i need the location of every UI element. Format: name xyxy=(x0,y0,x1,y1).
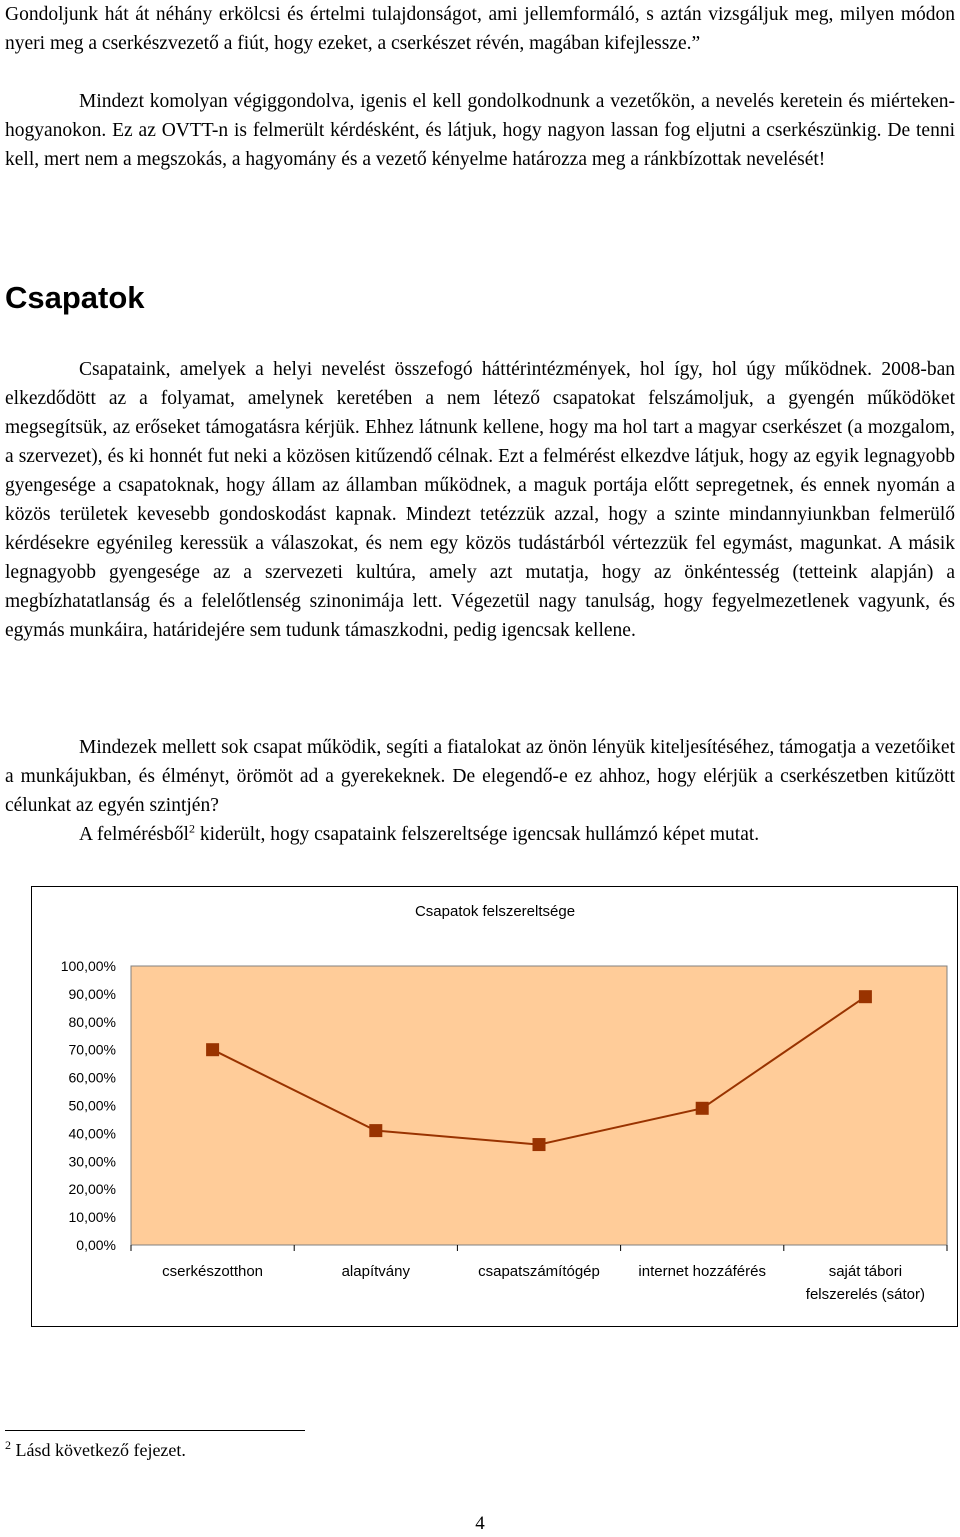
y-tick-label: 70,00% xyxy=(68,1041,116,1058)
section-paragraph-3 xyxy=(5,820,955,849)
y-tick-label: 90,00% xyxy=(68,985,116,1002)
section-paragraph-2: Mindezek mellett sok csapat működik, segíti a fiatalokat az önön lényük kiteljesítéséhez, támogatja a vezetőiket a munkájukban, és élményt, örömöt ad a gyerekeknek. De elegendő-e ez ahhoz, hogy elérjük a cserkészetben kitűzött célunkat az egyén szintjén? xyxy=(5,737,955,816)
y-tick-label: 10,00% xyxy=(68,1209,116,1226)
data-point-marker xyxy=(369,1124,382,1137)
section-heading: Csapatok xyxy=(5,280,145,315)
x-category-label: internet hozzáférés xyxy=(638,1263,766,1280)
x-category-label: saját tábori xyxy=(828,1263,903,1280)
intro-paragraph-2: Mindezt komolyan végiggondolva, igenis el kell gondolkodnunk a vezetőkön, a nevelés keretein és miérteken-hogyanokon. Ez az OVTT-n is felmerült kérdésként, és látjuk, hogy nagyon lassan fog eljutni a cserkészünkig. De tenni kell, mert nem a megszokás, a hagyomány és a vezető kényelme határozza meg a ránkbízottak nevelését! xyxy=(5,91,955,170)
chart-title: Csapatok felszereltsége xyxy=(414,903,576,920)
x-category-label: felszerelés (sátor) xyxy=(805,1286,926,1303)
page-number: 4 xyxy=(475,1513,485,1534)
y-tick-label: 30,00% xyxy=(68,1153,116,1170)
x-category-label: cserkészotthon xyxy=(162,1263,264,1280)
data-point-marker xyxy=(696,1102,709,1115)
footnote-number: 2 xyxy=(5,1438,11,1452)
footnote-text: Lásd következő fejezet. xyxy=(11,1440,186,1460)
y-tick-label: 40,00% xyxy=(68,1125,116,1142)
footnote-divider xyxy=(5,1430,305,1431)
paragraph-3-end: kiderült, hogy csapataink felszereltsége igencsak hullámzó képet mutat. xyxy=(194,824,760,845)
y-tick-label: 100,00% xyxy=(60,958,116,974)
y-tick-label: 0,00% xyxy=(76,1237,116,1253)
line-chart xyxy=(32,887,959,1328)
y-tick-label: 50,00% xyxy=(68,1097,116,1114)
intro-paragraph-1: Gondoljunk hát át néhány erkölcsi és értelmi tulajdonságot, ami jellemformáló, s aztán vizsgáljuk meg, milyen módon nyeri meg a cserkészvezető a fiút, hogy ezeket, a cserkészet révén, magában kifejlessze.” xyxy=(5,4,955,54)
section-paragraph-1: Csapataink, amelyek a helyi nevelést összefogó háttérintézmények, hol így, hol úgy működnek. 2008-ban elkezdődött az a folyamat, amelynek keretében a nem létező csapatokat felszámoljuk, a gyengén működöket megsegítsük, az erőseket támogatásra kérjük. Ehhez látnunk kellene, hogy ma hol tart a magyar cserkészet (a mozgalom, a szervezet), és ki honnét fut neki a közösen kitűzendő célnak. Ezt a felmérést elkezdve látjuk, hogy az egyik legnagyobb gyengesége a csapatoknak, hogy állam az államban működnek, a maguk portája előtt sepregetnek, és ennek nyomán a közös területek kevesebb gondoskodást kapnak. Mindezt tetézzük azzal, hogy a szinte mindannyiunkban felmerülő kérdésekre egyénileg keressük a válaszokat, és nem egy közös tudástárból vértezzük fel egymást, magunkat. A másik legnagyobb gyengesége az a szervezeti kultúra, amely azt mutatja, hogy az önkéntesség (tetteink alapján) a megbízhatatlanság és a felelőtlenség szinonimája lett. Végezetül nagy tanulság, hogy fegyelmezetlenek vagyunk, és egymás munkáira, határidejére sem tudunk támaszkodni, pedig igencsak kellene. xyxy=(5,359,955,641)
x-category-label: alapítvány xyxy=(341,1263,410,1280)
data-point-marker xyxy=(206,1043,219,1056)
chart-frame xyxy=(31,886,958,1327)
plot-area xyxy=(131,966,947,1245)
x-category-label: csapatszámítógép xyxy=(478,1263,600,1280)
y-tick-label: 80,00% xyxy=(68,1013,116,1030)
footnote-reference: 2 xyxy=(188,821,195,836)
y-tick-label: 60,00% xyxy=(68,1069,116,1086)
paragraph-3-start: A felmérésből xyxy=(79,824,189,845)
data-point-marker xyxy=(533,1138,546,1151)
footnote xyxy=(5,1440,186,1461)
data-point-marker xyxy=(859,990,872,1003)
y-tick-label: 20,00% xyxy=(68,1181,116,1198)
